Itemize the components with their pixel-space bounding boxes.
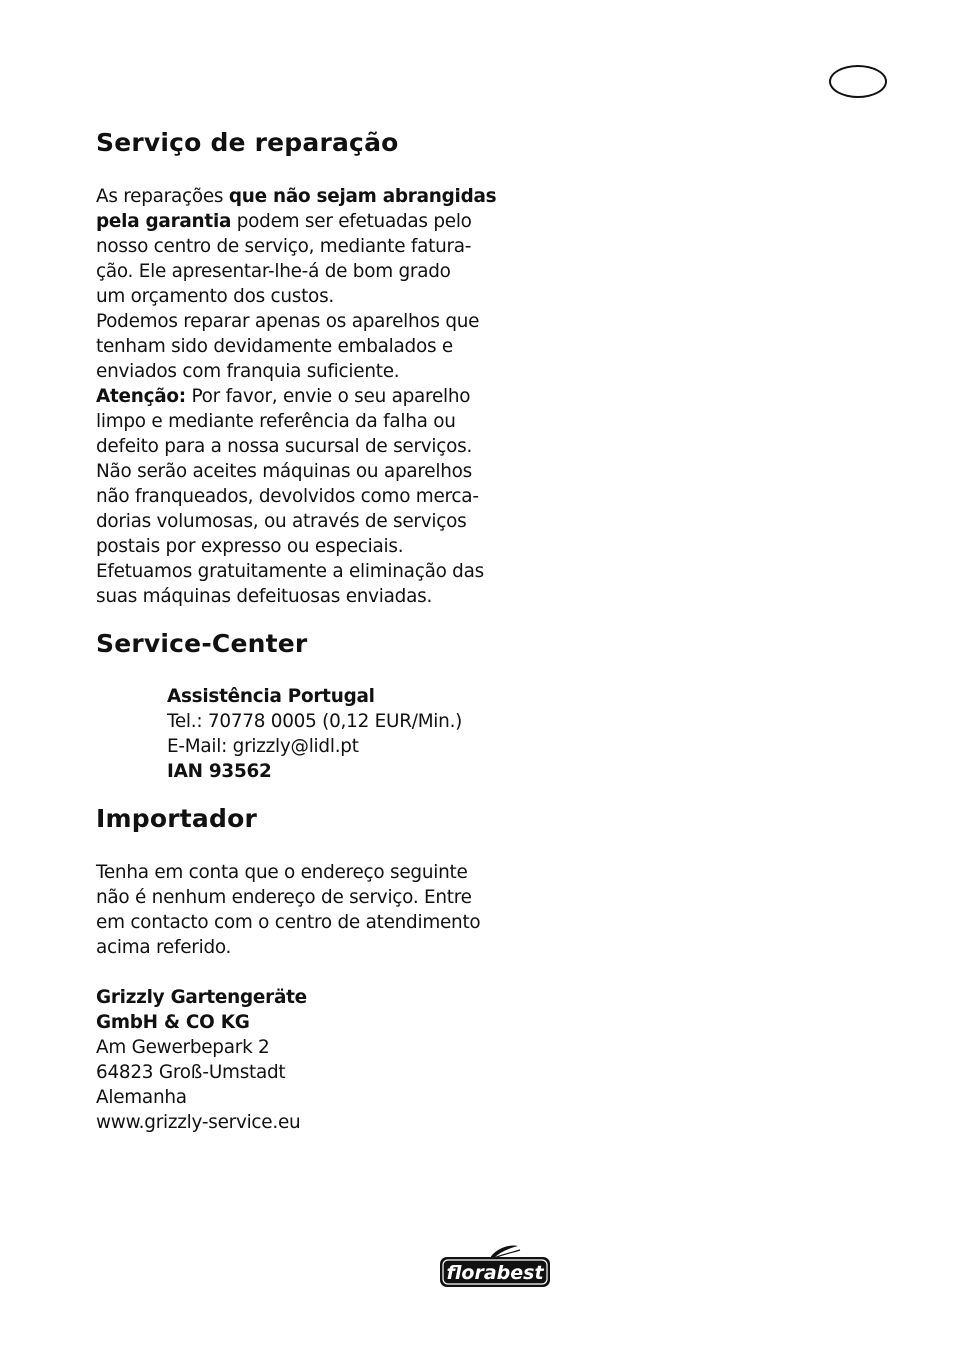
body-text: ção. Ele apresentar-lhe-á de bom grado	[96, 261, 451, 282]
repair-service-line	[96, 459, 496, 484]
body-text: um orçamento dos custos.	[96, 286, 334, 307]
postal-city: 64823 Groß-Umstadt	[96, 1062, 286, 1083]
body-text: Por favor, envie o seu aparelho	[185, 386, 471, 407]
emphasis-text: que não sejam abrangidas	[228, 186, 497, 207]
body-text: enviados com franquia suficiente.	[96, 361, 400, 382]
repair-service-line	[96, 434, 496, 459]
repair-service-line	[96, 384, 496, 409]
company-form: GmbH & CO KG	[96, 1012, 250, 1033]
service-center-email: E-Mail: grizzly@lidl.pt	[167, 736, 359, 757]
body-text: Não serão aceites máquinas ou aparelhos	[96, 461, 472, 482]
importer-heading: Importador	[96, 804, 257, 833]
emphasis-text: Atenção:	[96, 386, 186, 407]
emphasis-text: pela garantia	[96, 211, 232, 232]
body-text: não franqueados, devolvidos como merca-	[96, 486, 479, 507]
service-center-heading: Service-Center	[96, 629, 308, 658]
logo-wordmark: florabest	[446, 1262, 544, 1284]
body-text: tenham sido devidamente embalados e	[96, 336, 453, 357]
company-name: Grizzly Gartengeräte	[96, 987, 307, 1008]
repair-service-line	[96, 509, 496, 534]
repair-service-text	[96, 184, 496, 609]
repair-service-line	[96, 309, 496, 334]
repair-service-line	[96, 334, 496, 359]
importer-note	[96, 860, 480, 960]
body-text: Efetuamos gratuitamente a eliminação das	[96, 561, 484, 582]
importer-note-line: acima referido.	[96, 937, 232, 958]
country: Alemanha	[96, 1087, 187, 1108]
repair-service-line	[96, 534, 496, 559]
repair-service-line	[96, 284, 496, 309]
repair-service-line	[96, 409, 496, 434]
repair-service-line	[96, 359, 496, 384]
body-text: postais por expresso ou especiais.	[96, 536, 404, 557]
importer-note-line: não é nenhum endereço de serviço. Entre	[96, 887, 472, 908]
repair-service-line	[96, 259, 496, 284]
ian-number: IAN 93562	[167, 761, 272, 782]
repair-service-line	[96, 584, 496, 609]
importer-address	[96, 985, 307, 1135]
website[interactable]: www.grizzly-service.eu	[96, 1112, 301, 1133]
repair-service-line	[96, 484, 496, 509]
body-text: limpo e mediante referência da falha ou	[96, 411, 456, 432]
service-center-name: Assistência Portugal	[167, 686, 375, 707]
body-text: Podemos reparar apenas os aparelhos que	[96, 311, 480, 332]
body-text: dorias volumosas, ou através de serviços	[96, 511, 467, 532]
importer-note-line: em contacto com o centro de atendimento	[96, 912, 481, 933]
service-center-contact	[167, 684, 462, 784]
service-center-phone: Tel.: 70778 0005 (0,12 EUR/Min.)	[167, 711, 463, 732]
body-text: As reparações	[96, 186, 229, 207]
repair-service-line	[96, 234, 496, 259]
street-address: Am Gewerbepark 2	[96, 1037, 270, 1058]
repair-service-heading: Serviço de reparação	[96, 128, 399, 157]
florabest-logo	[438, 1244, 552, 1290]
repair-service-line	[96, 559, 496, 584]
language-badge	[829, 65, 887, 98]
repair-service-line	[96, 209, 496, 234]
body-text: podem ser efetuadas pelo	[231, 211, 472, 232]
body-text: nosso centro de serviço, mediante fatura-	[96, 236, 472, 257]
body-text: defeito para a nossa sucursal de serviços.	[96, 436, 473, 457]
repair-service-line	[96, 184, 496, 209]
importer-note-line: Tenha em conta que o endereço seguinte	[96, 862, 468, 883]
body-text: suas máquinas defeituosas enviadas.	[96, 586, 433, 607]
